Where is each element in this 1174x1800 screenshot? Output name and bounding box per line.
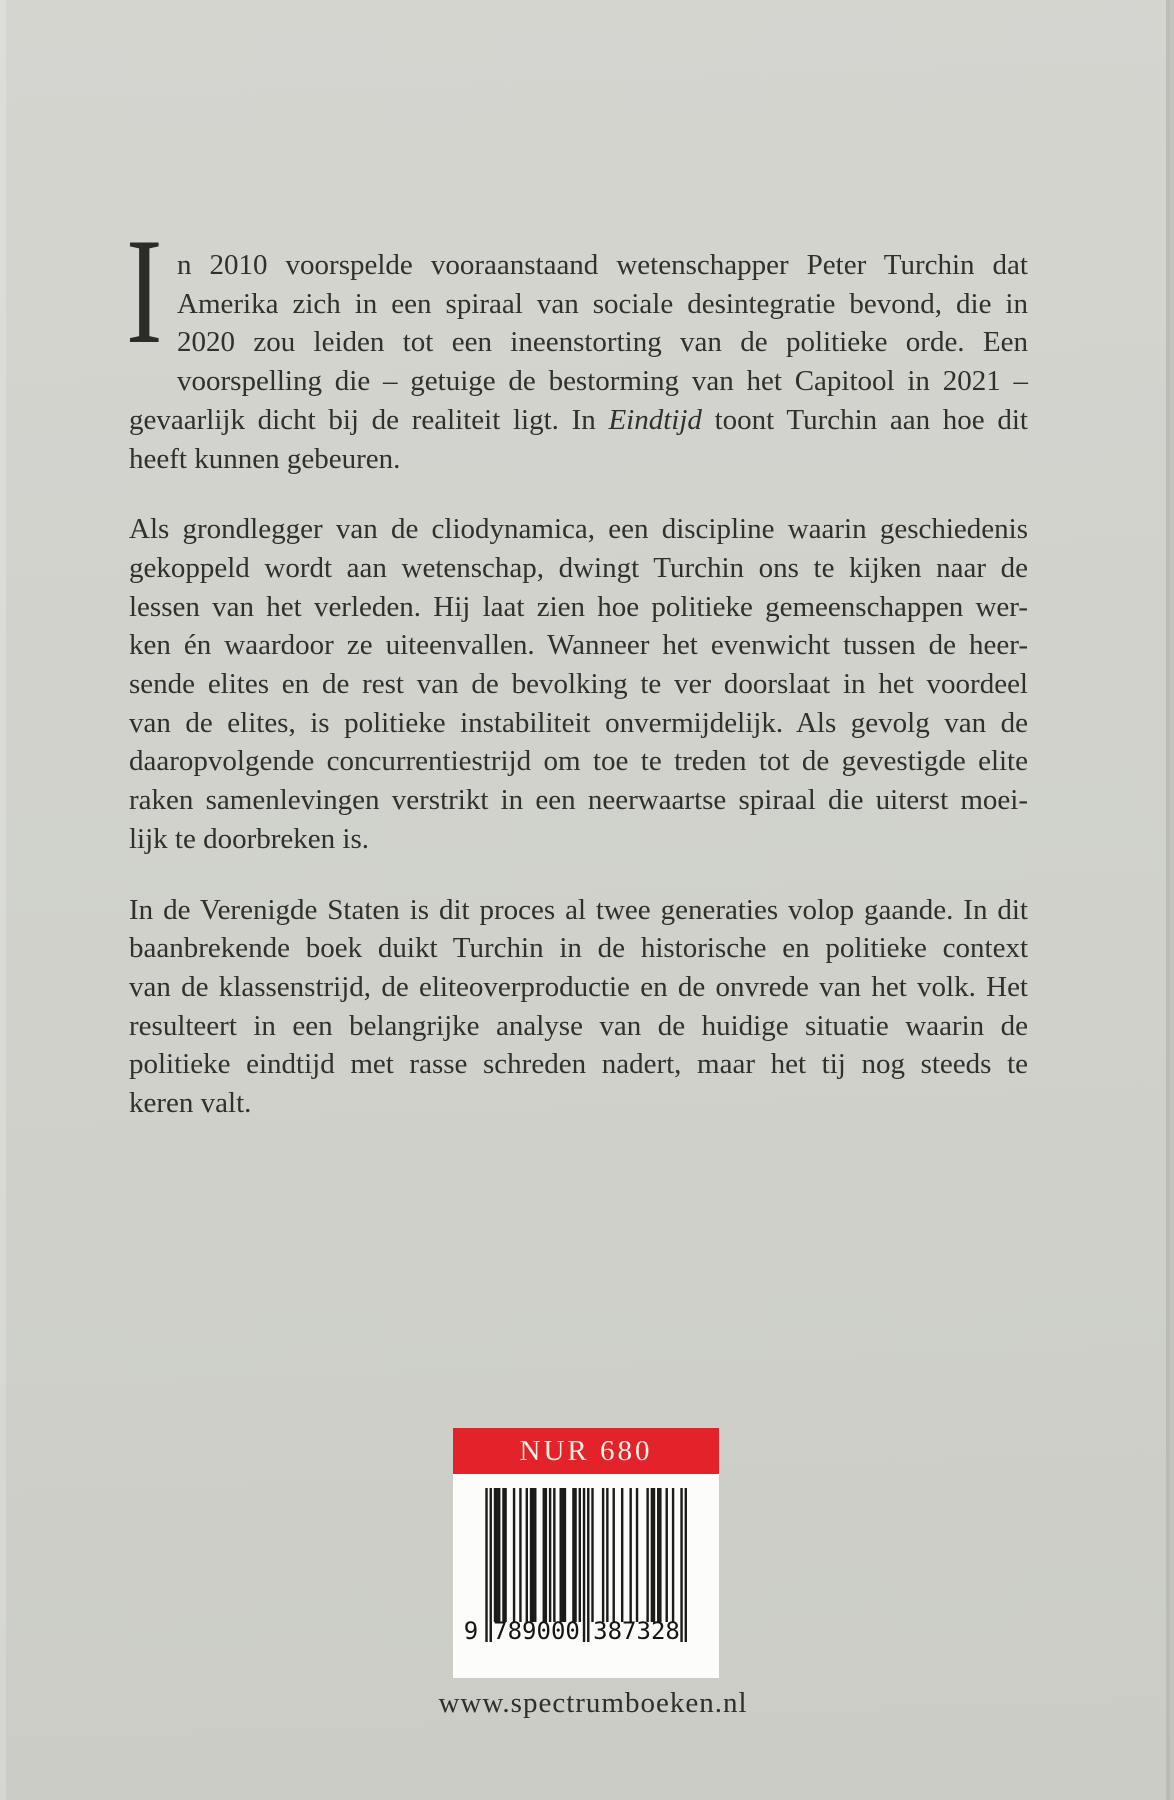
blurb-line: keren valt.: [129, 1087, 252, 1120]
blurb-line: Als grondlegger van de cliodynamica, een discipline waarin geschiedenis: [129, 513, 1028, 546]
blurb-line: Amerika zich in een spiraal van sociale desintegratie bevond, die in: [177, 287, 1028, 320]
blurb-line: 2020 zou leiden tot een ineenstorting van de politieke orde. Een: [177, 326, 1028, 359]
blurb-line: baanbrekende boek duikt Turchin in de historische en politieke context: [129, 932, 1028, 965]
blurb-line: gekoppeld wordt aan wetenschap, dwingt Turchin ons te kijken naar de: [129, 551, 1028, 584]
blurb-line: van de elites, is politieke instabiliteit onvermijdelijk. Als gevolg van de: [129, 706, 1028, 739]
blurb-line: ken én waardoor ze uiteenvallen. Wanneer het evenwicht tussen de heer-: [129, 629, 1028, 662]
website-url: www.spectrumboeken.nl: [438, 1687, 748, 1719]
blurb-line: voorspelling die – getuige de bestorming van het Capitool in 2021 –: [177, 365, 1028, 398]
blurb-line: daaropvolgende concurrentiestrijd om toe te treden tot de gevestigde elite: [129, 745, 1028, 778]
barcode-digit-group-1: 789000: [493, 1617, 580, 1645]
blurb-line: In de Verenigde Staten is dit proces al twee generaties volop gaande. In dit: [129, 893, 1028, 926]
blurb-line: gevaarlijk dicht bij de realiteit ligt. In Eindtijd toont Turchin aan hoe dit: [129, 403, 1028, 436]
nur-label: NUR 680: [519, 1434, 653, 1467]
nur-band: [453, 1428, 719, 1474]
cover-left-edge-highlight: [0, 0, 6, 1800]
blurb-line: lessen van het verleden. Hij laat zien hoe politieke gemeenschappen wer-: [129, 590, 1028, 623]
blurb: [126, 207, 1028, 1123]
paragraph: [129, 510, 1028, 858]
blurb-line: n 2010 voorspelde vooraanstaand wetenschapper Peter Turchin dat: [177, 249, 1028, 281]
drop-cap: I: [126, 207, 163, 375]
blurb-line: raken samenlevingen verstrikt in een neerwaartse spiraal die uiterst moei-: [129, 784, 1028, 817]
blurb-line: van de klassenstrijd, de eliteoverproductie en de onvrede van het volk. Het: [129, 970, 1028, 1003]
blurb-line: resulteert in een belangrijke analyse van de huidige situatie waarin de: [129, 1009, 1028, 1042]
blurb-line: lijk te doorbreken is.: [129, 822, 370, 855]
blurb-line: politieke eindtijd met rasse schreden nadert, maar het tij nog steeds te: [129, 1048, 1028, 1081]
barcode-digit-leading: 9: [463, 1617, 479, 1645]
blurb-line: heeft kunnen gebeuren.: [129, 442, 401, 475]
paragraph: [129, 891, 1028, 1123]
paragraph: [126, 207, 1028, 478]
barcode: [453, 1474, 719, 1678]
cover-right-edge: [1170, 0, 1174, 1800]
blurb-line: sende elites en de rest van de bevolking te ver doorslaat in het voordeel: [129, 668, 1028, 701]
barcode-digit-group-2: 387328: [593, 1617, 680, 1645]
